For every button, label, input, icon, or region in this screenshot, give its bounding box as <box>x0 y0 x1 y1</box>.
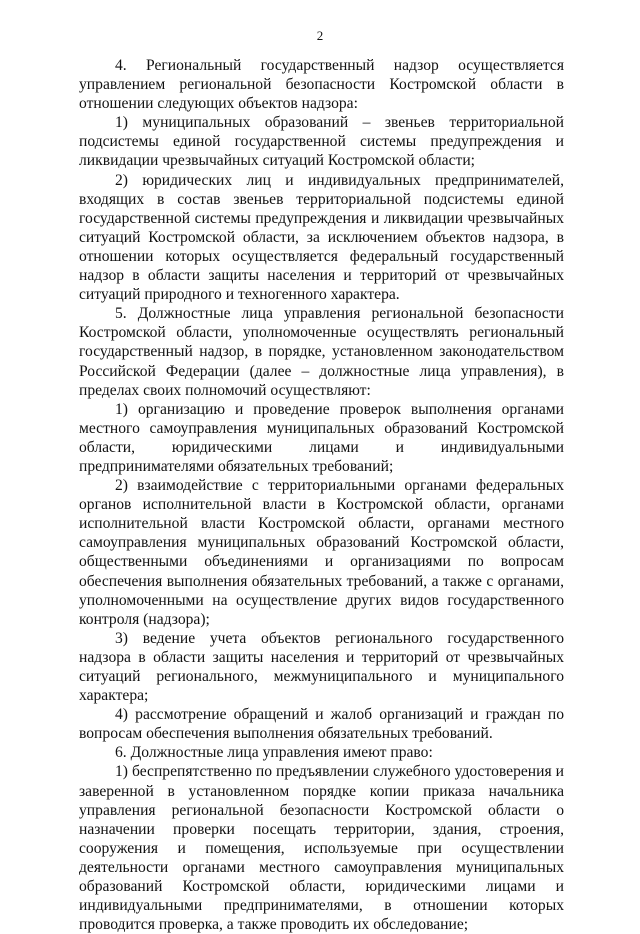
paragraph-4-item-2: 2) юридических лиц и индивидуальных предпринимателей, входящих в состав звеньев территориальной подсистемы единой государственной системы предупреждения и ликвидации чрезвычайных ситуаций Костромской области, за исключением объектов надзора, в отношении которых осуществляется федеральный государственный надзор в области защиты населения и территорий от чрезвычайных ситуаций природного и техногенного характера. <box>79 171 564 304</box>
paragraph-5-item-3: 3) ведение учета объектов регионального государственного надзора в области защиты населения и территорий от чрезвычайных ситуаций регионального, межмуниципального и муниципального характера; <box>79 629 564 705</box>
paragraph-5-item-4: 4) рассмотрение обращений и жалоб организаций и граждан по вопросам обеспечения выполнения обязательных требований. <box>79 706 564 743</box>
page-number: 2 <box>316 28 324 43</box>
paragraph-6-item-1: 1) беспрепятственно по предъявлении служебного удостоверения и заверенной в установленном порядке копии приказа начальника управления региональной безопасности Костромской области о назначении проверки посещать территории, здания, строения, сооружения и помещения, используемые при осуществлении деятельности органами местного самоуправления муниципальных образований Костромской области, юридическими лицами и индивидуальными предпринимателями, в отношении которых проводится проверка, а также проводить их обследование; <box>79 763 564 934</box>
paragraph-5-item-1: 1) организацию и проведение проверок выполнения органами местного самоуправления муниципальных образований Костромской области, юридическими лицами и индивидуальными предпринимателями обязательных требований; <box>79 400 564 475</box>
paragraph-5: 5. Должностные лица управления региональной безопасности Костромской области, уполномоченные осуществлять региональный государственный надзор, в порядке, установленном законодательством Российской Федерации (далее – должностные лица управления), в пределах своих полномочий осуществляют: <box>79 305 564 399</box>
paragraph-4: 4. Региональный государственный надзор осуществляется управлением региональной безопасности Костромской области в отношении следующих объектов надзора: <box>79 57 564 113</box>
paragraph-6: 6. Должностные лица управления имеют право: <box>115 744 433 762</box>
paragraph-4-item-1: 1) муниципальных образований – звеньев территориальной подсистемы единой государственной системы предупреждения и ликвидации чрезвычайных ситуаций Костромской области; <box>79 114 564 170</box>
paragraph-5-item-2: 2) взаимодействие с территориальными органами федеральных органов исполнительной власти в Костромской области, органами исполнительной власти Костромской области, органами местного самоуправления муниципальных образований Костромской области, общественными объединениями и организациями по вопросам обеспечения выполнения обязательных требований, а также с органами, уполномоченными на осуществление других видов государственного контроля (надзора); <box>79 477 564 628</box>
document-body <box>79 56 564 934</box>
